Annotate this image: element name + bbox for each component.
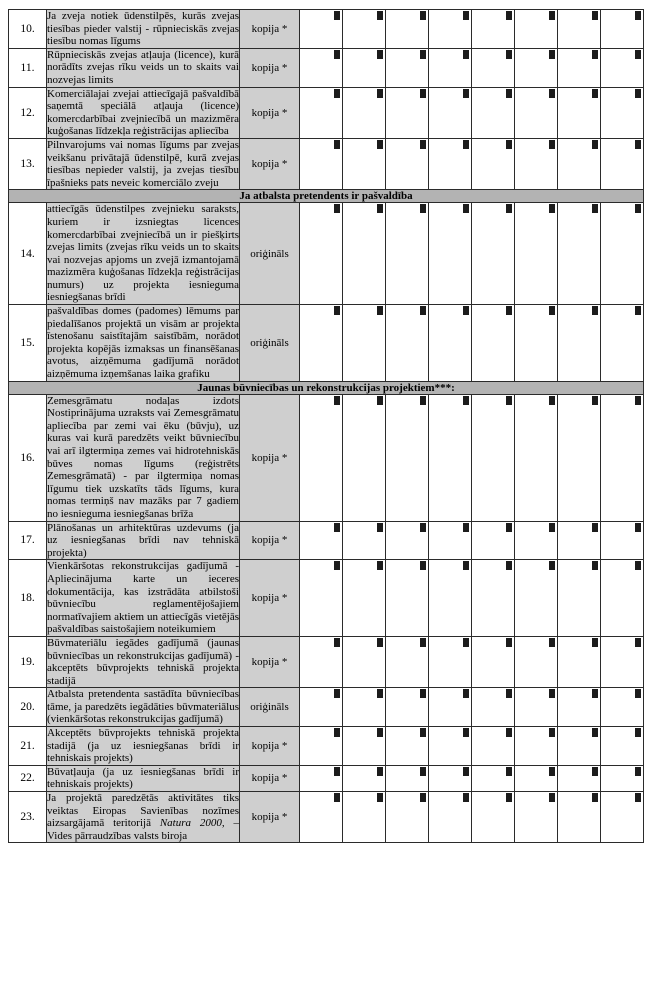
document-type-label: kopija * [240, 636, 300, 687]
fill-in-cell [343, 203, 386, 305]
section-header: Ja atbalsta pretendents ir pašvaldība [9, 190, 644, 203]
fill-in-cell [601, 10, 644, 49]
fill-in-cell [300, 138, 343, 189]
cell-corner-mark-icon [334, 50, 340, 59]
cell-corner-mark-icon [463, 561, 469, 570]
cell-corner-mark-icon [549, 767, 555, 776]
fill-in-cell [386, 48, 429, 87]
cell-corner-mark-icon [592, 728, 598, 737]
cell-corner-mark-icon [549, 396, 555, 405]
section-header-row [9, 190, 644, 203]
cell-corner-mark-icon [377, 11, 383, 20]
cell-corner-mark-icon [506, 728, 512, 737]
fill-in-cell [601, 765, 644, 791]
cell-corner-mark-icon [377, 140, 383, 149]
fill-in-cell [300, 727, 343, 766]
fill-in-cell [386, 87, 429, 138]
cell-corner-mark-icon [334, 767, 340, 776]
fill-in-cell [601, 203, 644, 305]
cell-corner-mark-icon [549, 793, 555, 802]
cell-corner-mark-icon [334, 140, 340, 149]
row-number: 16. [9, 394, 47, 521]
cell-corner-mark-icon [420, 561, 426, 570]
document-type-label: kopija * [240, 560, 300, 637]
document-description: Rūpnieciskās zvejas atļauja (licence), kurā norādīts zvejas rīku veids un to skaits vai nozvejas limits [47, 48, 239, 86]
fill-in-cell [343, 636, 386, 687]
required-documents-table [8, 9, 644, 843]
cell-corner-mark-icon [463, 523, 469, 532]
document-type-label: kopija * [240, 727, 300, 766]
cell-corner-mark-icon [506, 793, 512, 802]
fill-in-cell [601, 521, 644, 560]
fill-in-cell [343, 560, 386, 637]
fill-in-cell [343, 394, 386, 521]
fill-in-cell [515, 636, 558, 687]
fill-in-cell [429, 792, 472, 843]
fill-in-cell [386, 138, 429, 189]
fill-in-cell [601, 560, 644, 637]
cell-corner-mark-icon [420, 523, 426, 532]
document-type-label: kopija * [240, 394, 300, 521]
fill-in-cell [429, 727, 472, 766]
cell-corner-mark-icon [592, 89, 598, 98]
fill-in-cell [429, 48, 472, 87]
table-row [9, 792, 644, 843]
row-number: 23. [9, 792, 47, 843]
cell-corner-mark-icon [592, 396, 598, 405]
cell-corner-mark-icon [334, 204, 340, 213]
table-row [9, 305, 644, 382]
cell-corner-mark-icon [635, 767, 641, 776]
cell-corner-mark-icon [420, 89, 426, 98]
fill-in-cell [472, 203, 515, 305]
cell-corner-mark-icon [377, 523, 383, 532]
cell-corner-mark-icon [334, 89, 340, 98]
fill-in-cell [472, 765, 515, 791]
cell-corner-mark-icon [377, 89, 383, 98]
fill-in-cell [343, 87, 386, 138]
fill-in-cell [300, 636, 343, 687]
fill-in-cell [343, 10, 386, 49]
cell-corner-mark-icon [463, 638, 469, 647]
cell-corner-mark-icon [549, 140, 555, 149]
fill-in-cell [601, 636, 644, 687]
document-description: Būvmateriālu iegādes gadījumā (jaunas būvniecības un rekonstrukcijas gadījumā) -akceptēts būvprojekts tehniskā projekta stadijā [47, 636, 239, 687]
document-type-label: kopija * [240, 138, 300, 189]
cell-corner-mark-icon [592, 50, 598, 59]
fill-in-cell [343, 727, 386, 766]
cell-corner-mark-icon [506, 767, 512, 776]
fill-in-cell [429, 636, 472, 687]
table-row [9, 727, 644, 766]
fill-in-cell [515, 138, 558, 189]
cell-corner-mark-icon [506, 50, 512, 59]
fill-in-cell [601, 87, 644, 138]
cell-corner-mark-icon [592, 140, 598, 149]
fill-in-cell [558, 203, 601, 305]
fill-in-cell [472, 560, 515, 637]
fill-in-cell [515, 10, 558, 49]
cell-corner-mark-icon [463, 728, 469, 737]
row-number: 17. [9, 521, 47, 560]
fill-in-cell [386, 792, 429, 843]
fill-in-cell [386, 765, 429, 791]
cell-corner-mark-icon [377, 793, 383, 802]
fill-in-cell [343, 48, 386, 87]
cell-corner-mark-icon [463, 140, 469, 149]
fill-in-cell [300, 765, 343, 791]
fill-in-cell [429, 10, 472, 49]
fill-in-cell [601, 48, 644, 87]
cell-corner-mark-icon [592, 689, 598, 698]
description-text: – Vides pārraudzības valsts biroja [47, 817, 239, 842]
cell-corner-mark-icon [420, 306, 426, 315]
cell-corner-mark-icon [549, 306, 555, 315]
cell-corner-mark-icon [420, 689, 426, 698]
document-description: Zemesgrāmatu nodaļas izdots Nostiprinājuma uzraksts vai Zemesgrāmatu apliecība par zemi vai ēku (būvju), uz kuras vai kurā paredzēts veikt būvniecību vai arī ilgtermiņa zemes vai hidrotehniskās būves nomas līgums (reģistrēts Zemesgrāmatā) - par ilgtermiņa nomas līgumu tiek uzskatīts tāds līgums, kura nomas termiņš nav mazāks par 7 gadiem no iesnieguma iesniegšanas brīža [47, 394, 239, 520]
fill-in-cell [429, 203, 472, 305]
cell-corner-mark-icon [592, 523, 598, 532]
fill-in-cell [515, 792, 558, 843]
cell-corner-mark-icon [506, 89, 512, 98]
cell-corner-mark-icon [463, 89, 469, 98]
document-type-label: kopija * [240, 521, 300, 560]
section-header-row [9, 381, 644, 394]
fill-in-cell [515, 765, 558, 791]
cell-corner-mark-icon [635, 204, 641, 213]
cell-corner-mark-icon [635, 140, 641, 149]
fill-in-cell [300, 521, 343, 560]
document-type-label: oriģināls [240, 688, 300, 727]
table-row [9, 394, 644, 521]
fill-in-cell [515, 305, 558, 382]
cell-corner-mark-icon [463, 50, 469, 59]
fill-in-cell [429, 394, 472, 521]
cell-corner-mark-icon [334, 638, 340, 647]
document-type-label: kopija * [240, 87, 300, 138]
fill-in-cell [429, 688, 472, 727]
cell-corner-mark-icon [549, 50, 555, 59]
fill-in-cell [429, 87, 472, 138]
document-type-label: kopija * [240, 765, 300, 791]
fill-in-cell [300, 48, 343, 87]
document-description: pašvaldības domes (padomes) lēmums par piedalīšanos projektā un visām ar projekta īstenošanu saistītajām saistībām, norādot projekta kopējās izmaksas un finansēšanas avotus, aizņēmuma gadījumā norādot aizņēmuma izņemšanas laika grafiku [47, 305, 239, 381]
fill-in-cell [558, 10, 601, 49]
fill-in-cell [558, 138, 601, 189]
row-number: 14. [9, 203, 47, 305]
cell-corner-mark-icon [635, 793, 641, 802]
row-number: 13. [9, 138, 47, 189]
document-description: Ja zveja notiek ūdenstilpēs, kurās zvejas tiesības pieder valstij - rūpnieciskās zvejas tiesību nomas līgums [47, 10, 239, 48]
cell-corner-mark-icon [420, 11, 426, 20]
fill-in-cell [300, 394, 343, 521]
cell-corner-mark-icon [506, 140, 512, 149]
cell-corner-mark-icon [549, 89, 555, 98]
cell-corner-mark-icon [506, 689, 512, 698]
document-description: Komerciālajai zvejai attiecīgajā pašvaldībā saņemtā speciālā atļauja (licence) komercdarbībai zvejniecībā un mazizmēra kuģošanas līdzekļa reģistrācijas apliecība [47, 87, 239, 138]
fill-in-cell [601, 138, 644, 189]
cell-corner-mark-icon [463, 11, 469, 20]
fill-in-cell [386, 727, 429, 766]
cell-corner-mark-icon [463, 396, 469, 405]
document-type-label: kopija * [240, 10, 300, 49]
table-row [9, 765, 644, 791]
cell-corner-mark-icon [377, 767, 383, 776]
cell-corner-mark-icon [506, 561, 512, 570]
fill-in-cell [343, 688, 386, 727]
table-row [9, 87, 644, 138]
fill-in-cell [300, 560, 343, 637]
fill-in-cell [472, 727, 515, 766]
cell-corner-mark-icon [463, 689, 469, 698]
fill-in-cell [472, 394, 515, 521]
cell-corner-mark-icon [635, 689, 641, 698]
fill-in-cell [558, 521, 601, 560]
cell-corner-mark-icon [592, 11, 598, 20]
document-description: Plānošanas un arhitektūras uzdevums (ja uz iesniegšanas brīdi nav tehniskā projekta) [47, 521, 239, 559]
cell-corner-mark-icon [635, 50, 641, 59]
cell-corner-mark-icon [334, 561, 340, 570]
table-row [9, 48, 644, 87]
fill-in-cell [386, 636, 429, 687]
fill-in-cell [601, 792, 644, 843]
document-description: Akceptēts būvprojekts tehniskā projekta stadijā (ja uz iesniegšanas brīdi ir tehniskais projekts) [47, 727, 239, 765]
cell-corner-mark-icon [635, 561, 641, 570]
fill-in-cell [429, 521, 472, 560]
document-type-label: kopija * [240, 48, 300, 87]
cell-corner-mark-icon [420, 793, 426, 802]
cell-corner-mark-icon [463, 306, 469, 315]
cell-corner-mark-icon [549, 11, 555, 20]
fill-in-cell [343, 138, 386, 189]
fill-in-cell [558, 765, 601, 791]
cell-corner-mark-icon [549, 204, 555, 213]
table-row [9, 636, 644, 687]
cell-corner-mark-icon [463, 793, 469, 802]
fill-in-cell [472, 48, 515, 87]
cell-corner-mark-icon [635, 306, 641, 315]
fill-in-cell [515, 394, 558, 521]
cell-corner-mark-icon [506, 306, 512, 315]
cell-corner-mark-icon [592, 638, 598, 647]
cell-corner-mark-icon [377, 561, 383, 570]
fill-in-cell [515, 48, 558, 87]
fill-in-cell [601, 305, 644, 382]
cell-corner-mark-icon [377, 50, 383, 59]
row-number: 11. [9, 48, 47, 87]
cell-corner-mark-icon [420, 140, 426, 149]
cell-corner-mark-icon [506, 523, 512, 532]
fill-in-cell [515, 521, 558, 560]
fill-in-cell [558, 394, 601, 521]
cell-corner-mark-icon [506, 396, 512, 405]
cell-corner-mark-icon [334, 11, 340, 20]
cell-corner-mark-icon [635, 396, 641, 405]
cell-corner-mark-icon [420, 728, 426, 737]
cell-corner-mark-icon [549, 561, 555, 570]
cell-corner-mark-icon [635, 638, 641, 647]
fill-in-cell [515, 688, 558, 727]
fill-in-cell [515, 560, 558, 637]
fill-in-cell [300, 305, 343, 382]
fill-in-cell [515, 87, 558, 138]
cell-corner-mark-icon [549, 523, 555, 532]
fill-in-cell [601, 394, 644, 521]
fill-in-cell [300, 203, 343, 305]
table-row [9, 10, 644, 49]
cell-corner-mark-icon [334, 793, 340, 802]
cell-corner-mark-icon [549, 689, 555, 698]
fill-in-cell [601, 727, 644, 766]
cell-corner-mark-icon [334, 396, 340, 405]
cell-corner-mark-icon [463, 204, 469, 213]
cell-corner-mark-icon [377, 638, 383, 647]
fill-in-cell [300, 87, 343, 138]
row-number: 12. [9, 87, 47, 138]
fill-in-cell [386, 560, 429, 637]
fill-in-cell [429, 765, 472, 791]
cell-corner-mark-icon [549, 728, 555, 737]
table-row [9, 521, 644, 560]
cell-corner-mark-icon [334, 728, 340, 737]
fill-in-cell [386, 688, 429, 727]
fill-in-cell [558, 688, 601, 727]
cell-corner-mark-icon [420, 767, 426, 776]
document-description: Pilnvarojums vai nomas līgums par zvejas veikšanu privātajā ūdenstilpē, kurā zvejas tiesības nepieder valstij, ja zvejas tiesību īpašnieks pats neveic komerciālo zveju [47, 138, 239, 189]
fill-in-cell [472, 521, 515, 560]
table-row [9, 203, 644, 305]
cell-corner-mark-icon [506, 11, 512, 20]
row-number: 10. [9, 10, 47, 49]
cell-corner-mark-icon [420, 396, 426, 405]
row-number: 18. [9, 560, 47, 637]
fill-in-cell [472, 688, 515, 727]
document-description: Vienkāršotas rekonstrukcijas gadījumā - Apliecinājuma karte un ieceres dokumentācija, kas izstrādāta atbilstoši būvniecību reglamentējošajiem normatīvajiem aktiem un attiecīgās vietējās pašvaldības saistošajiem noteikumiem [47, 560, 239, 636]
fill-in-cell [558, 727, 601, 766]
table-row [9, 138, 644, 189]
cell-corner-mark-icon [420, 638, 426, 647]
cell-corner-mark-icon [377, 204, 383, 213]
fill-in-cell [558, 48, 601, 87]
table-body [9, 10, 644, 843]
fill-in-cell [386, 305, 429, 382]
document-type-label: oriģināls [240, 305, 300, 382]
cell-corner-mark-icon [549, 638, 555, 647]
fill-in-cell [300, 792, 343, 843]
row-number: 22. [9, 765, 47, 791]
description-text: Ja projektā paredzētās aktivitātes tiks veiktas Eiropas Savienības nozīmes aizsargājamā teritorijā [47, 792, 239, 830]
fill-in-cell [601, 688, 644, 727]
cell-corner-mark-icon [334, 306, 340, 315]
cell-corner-mark-icon [635, 11, 641, 20]
fill-in-cell [472, 305, 515, 382]
table-row [9, 688, 644, 727]
cell-corner-mark-icon [592, 767, 598, 776]
fill-in-cell [386, 10, 429, 49]
fill-in-cell [343, 305, 386, 382]
row-number: 21. [9, 727, 47, 766]
fill-in-cell [386, 203, 429, 305]
fill-in-cell [558, 87, 601, 138]
cell-corner-mark-icon [334, 523, 340, 532]
fill-in-cell [472, 636, 515, 687]
fill-in-cell [472, 87, 515, 138]
cell-corner-mark-icon [635, 523, 641, 532]
fill-in-cell [300, 688, 343, 727]
fill-in-cell [300, 10, 343, 49]
document-description: attiecīgās ūdenstilpes zvejnieku saraksts, kuriem ir izsniegtas licences komercdarbībai zvejniecībā un ir piešķirts zvejas limits (zvejas rīku veids un to skaits vai nozvejas apjoms un zvejā izmantojamā mazizmēra kuģošanas līdzekļa reģistrācijas numurs) uz projekta iesnieguma iesniegšanas brīdi [47, 203, 239, 304]
cell-corner-mark-icon [635, 728, 641, 737]
cell-corner-mark-icon [592, 793, 598, 802]
cell-corner-mark-icon [377, 396, 383, 405]
fill-in-cell [558, 792, 601, 843]
row-number: 20. [9, 688, 47, 727]
cell-corner-mark-icon [506, 638, 512, 647]
fill-in-cell [472, 138, 515, 189]
fill-in-cell [472, 792, 515, 843]
cell-corner-mark-icon [592, 561, 598, 570]
document-type-label: oriģināls [240, 203, 300, 305]
document-description: Būvatļauja (ja uz iesniegšanas brīdi ir tehniskais projekts) [47, 765, 239, 791]
cell-corner-mark-icon [377, 728, 383, 737]
description-italic-text: Natura 2000, [159, 817, 225, 830]
fill-in-cell [386, 394, 429, 521]
fill-in-cell [429, 305, 472, 382]
cell-corner-mark-icon [506, 204, 512, 213]
document-description [47, 792, 240, 843]
fill-in-cell [472, 10, 515, 49]
cell-corner-mark-icon [420, 204, 426, 213]
fill-in-cell [429, 138, 472, 189]
fill-in-cell [515, 727, 558, 766]
cell-corner-mark-icon [420, 50, 426, 59]
fill-in-cell [343, 521, 386, 560]
fill-in-cell [343, 765, 386, 791]
fill-in-cell [343, 792, 386, 843]
cell-corner-mark-icon [377, 689, 383, 698]
cell-corner-mark-icon [592, 204, 598, 213]
row-number: 19. [9, 636, 47, 687]
fill-in-cell [558, 305, 601, 382]
cell-corner-mark-icon [635, 89, 641, 98]
fill-in-cell [558, 636, 601, 687]
cell-corner-mark-icon [592, 306, 598, 315]
cell-corner-mark-icon [377, 306, 383, 315]
section-header: Jaunas būvniecības un rekonstrukcijas projektiem***: [9, 381, 644, 394]
document-type-label: kopija * [240, 792, 300, 843]
fill-in-cell [558, 560, 601, 637]
table-row [9, 560, 644, 637]
fill-in-cell [515, 203, 558, 305]
cell-corner-mark-icon [463, 767, 469, 776]
cell-corner-mark-icon [334, 689, 340, 698]
fill-in-cell [386, 521, 429, 560]
fill-in-cell [429, 560, 472, 637]
document-description: Atbalsta pretendenta sastādīta būvniecības tāme, ja paredzēts iegādāties būvmateriālus (vienkāršotas rekonstrukcijas gadījumā) [47, 688, 239, 726]
row-number: 15. [9, 305, 47, 382]
